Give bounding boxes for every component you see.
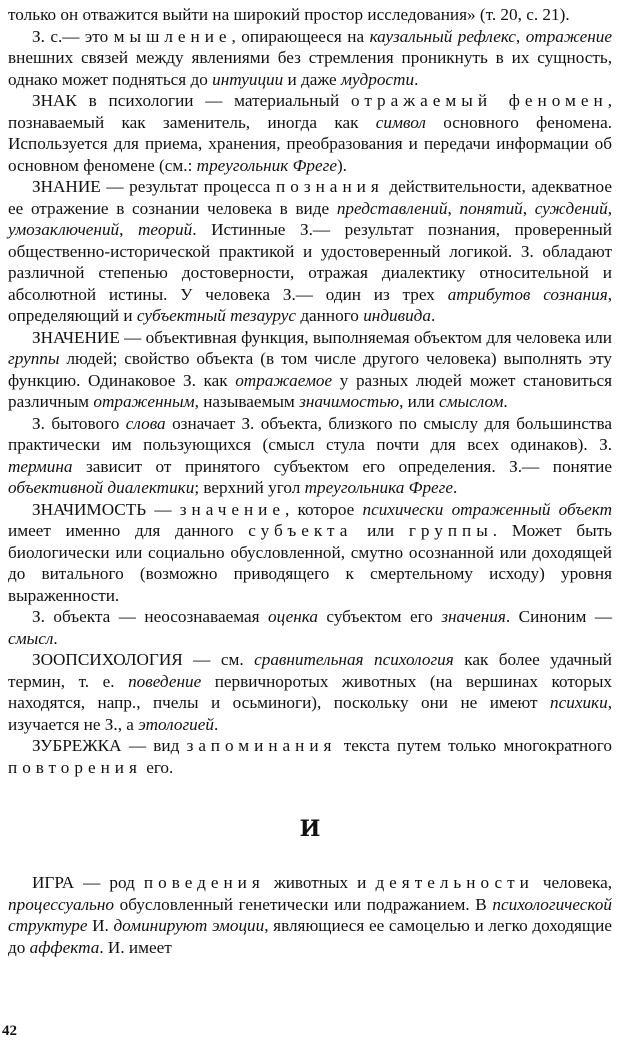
text: . Истинные З.— результат познания, проверенный общественно-исторической практикой и удостоверенный логикой. З. обладают различной степенью достоверности, отражая диалектику относительной и абсолютной истины. У человека З.— один из трех — [8, 220, 612, 304]
text: как более удачный термин, т. е. — [8, 650, 612, 691]
cross-ref: символ — [375, 112, 426, 132]
text: основного феномена. Используется для приема, хранения, преобразования и передачи информации об основном феномене (см.: — [8, 112, 612, 175]
cross-ref: смыслом — [438, 392, 504, 411]
text: субъектом его — [317, 607, 442, 626]
text: действительности, адекватное ее отражение в сознании человека в виде — [8, 177, 612, 218]
cross-ref: каузальный рефлекс — [369, 26, 516, 46]
spaced-term: отражаемый феномен — [350, 91, 608, 110]
text: , которое — [285, 499, 363, 519]
text: , называемым — [194, 392, 300, 411]
entry-znachimost — [8, 499, 612, 607]
text: , определяющий и — [8, 284, 612, 325]
text: З. объекта — неосознаваемая — [32, 607, 268, 626]
text: — род — [74, 873, 144, 892]
cross-ref: группы — [8, 349, 60, 368]
cross-ref: атрибутов сознания — [447, 284, 608, 304]
text: , или — [399, 392, 439, 411]
entry-headword: ЗНАНИЕ — [32, 177, 101, 196]
text: его. — [141, 757, 174, 777]
text: означает З. объекта, близкого по смыслу для большинства практически им пользующихся (смысл стула почти для всех одинаков). З. — [8, 413, 613, 454]
cross-ref: слова — [125, 413, 166, 433]
cross-ref: психически отраженный объект — [362, 499, 613, 519]
text: — вид — [121, 736, 187, 755]
text: . И. имеет — [99, 937, 172, 957]
text: , — [447, 198, 460, 218]
cross-ref: психологической структуре — [8, 894, 612, 935]
text: , являющиеся ее самоцелью и легко доходящие до — [8, 916, 612, 957]
spaced-term: субъекта — [248, 521, 353, 540]
cross-ref: смысл — [8, 628, 54, 648]
entry-headword: ЗНАЧИМОСТЬ — [32, 499, 147, 519]
cross-ref: термина — [8, 456, 73, 476]
text: . Может быть биологически или социально обусловленной, смутно осознанной или доходящей до витального (возможно приводящего к смертельному исходу) уровня выраженности. — [8, 521, 612, 605]
spaced-term: деятельности — [375, 873, 534, 892]
spaced-term: запоминания — [186, 736, 337, 755]
text: З. с.— это — [32, 26, 114, 46]
cross-ref: отражение — [525, 26, 613, 46]
text: . — [414, 69, 419, 89]
cross-ref: значимостью — [299, 392, 400, 411]
text: , — [119, 220, 139, 239]
text: или — [352, 521, 409, 540]
text: . — [213, 714, 219, 734]
cross-ref: суждений — [534, 198, 608, 218]
entry-headword: ЗНАК — [32, 91, 77, 110]
cross-ref: психики — [550, 693, 608, 712]
spaced-term: познания — [276, 177, 384, 196]
cross-ref: доминируют эмоции — [113, 916, 265, 935]
page-number: 42 — [2, 1023, 17, 1039]
cross-ref: отражаемое — [235, 370, 333, 390]
text: имеет именно для данного — [8, 521, 249, 540]
text: , — [607, 198, 613, 218]
text: — см. — [182, 650, 255, 669]
cross-ref: теорий — [138, 220, 193, 239]
text: — объективная функция, выполняемая объектом для человека или — [119, 327, 612, 347]
text: внешних связей между явлениями без стремления проникнуть в их сущность, однако может подняться до — [8, 48, 612, 89]
entry-znak — [8, 90, 612, 176]
entry-igra — [8, 872, 612, 958]
text: . — [430, 306, 436, 325]
entry-znachenie-slova — [8, 413, 612, 499]
cross-ref: интуиции — [212, 69, 284, 89]
entry-znachenie — [8, 327, 612, 413]
text: и даже — [283, 69, 341, 89]
text: человека, — [533, 873, 612, 892]
spaced-term: повторения — [8, 757, 142, 777]
text: — — [146, 499, 180, 519]
entry-znachimost-obekta — [8, 606, 612, 649]
text: зависит от принятого субъектом его определения. З.— понятие — [72, 456, 612, 476]
entry-zs — [8, 26, 612, 91]
cross-ref: треугольника Фреге — [304, 478, 454, 497]
text: ). — [336, 155, 347, 175]
entry-znanie — [8, 176, 612, 327]
text: первичноротых животных (на вершинах которых находятся, напр., пчелы и осьминоги), поскольку они не имеют — [8, 671, 612, 712]
text: , — [515, 26, 526, 46]
text: , познаваемый как заменитель, иногда как — [8, 91, 613, 132]
text: . Синоним — — [505, 607, 613, 626]
text: З. бытового — [32, 413, 126, 433]
cross-ref: аффекта — [29, 937, 100, 957]
cross-ref: понятий — [459, 198, 523, 218]
text: ; верхний угол — [194, 478, 305, 497]
entry-zoopsihologiya — [8, 649, 612, 735]
spaced-term: мышление — [113, 26, 232, 46]
text: , изучается не З., а — [8, 693, 612, 734]
cross-ref: отраженным — [93, 392, 195, 411]
entry-headword: ИГРА — [32, 873, 75, 892]
cross-ref: процессуально — [8, 894, 115, 914]
spaced-term: группы — [408, 521, 493, 540]
text: у разных людей может становиться различным — [8, 370, 612, 411]
entry-headword: ЗООПСИХОЛОГИЯ — [32, 650, 183, 669]
section-letter-heading: И — [299, 816, 321, 842]
cross-ref: индивида — [363, 306, 431, 325]
text: в психологии — материальный — [76, 91, 351, 110]
cross-ref: треугольник Фреге — [196, 155, 337, 175]
entry-headword: ЗНАЧЕНИЕ — [32, 327, 120, 347]
text: животных и — [264, 873, 376, 892]
entry-continuation — [8, 4, 612, 26]
text: , опирающееся на — [231, 26, 370, 46]
cross-ref: поведение — [128, 671, 202, 691]
spaced-term: значение — [179, 499, 285, 519]
text: текста путем только многократного — [336, 736, 613, 755]
entry-zubrezhka — [8, 735, 612, 778]
cross-ref: значения — [441, 607, 506, 626]
cross-ref: этологией — [138, 714, 214, 734]
cross-ref: представлений — [336, 198, 448, 218]
cross-ref: субъектный тезаурус — [136, 306, 297, 325]
text: людей; свойство объекта (в том числе другого человека) выполнять эту функцию. Одинаковое З. как — [8, 349, 612, 390]
text: обусловленный генетически или подражанием. В — [114, 894, 493, 914]
cross-ref: мудрости — [340, 69, 415, 89]
cross-ref: объективной диалектики — [8, 478, 195, 497]
cross-ref: умозаключений — [8, 220, 120, 239]
cross-ref: сравнительная психология — [254, 650, 454, 669]
text: данного — [296, 306, 364, 325]
cross-ref: оценка — [267, 607, 318, 626]
text: , — [522, 198, 535, 218]
text: . — [53, 628, 58, 648]
entry-headword: ЗУБРЕЖКА — [32, 736, 122, 755]
text: — результат процесса — [100, 177, 277, 196]
text: И. — [87, 916, 114, 935]
text: . — [503, 392, 508, 411]
spaced-term: поведения — [143, 873, 265, 892]
text: только он отважится выйти на широкий простор исследования» (т. 20, с. 21). — [8, 5, 570, 24]
text: . — [453, 478, 458, 497]
